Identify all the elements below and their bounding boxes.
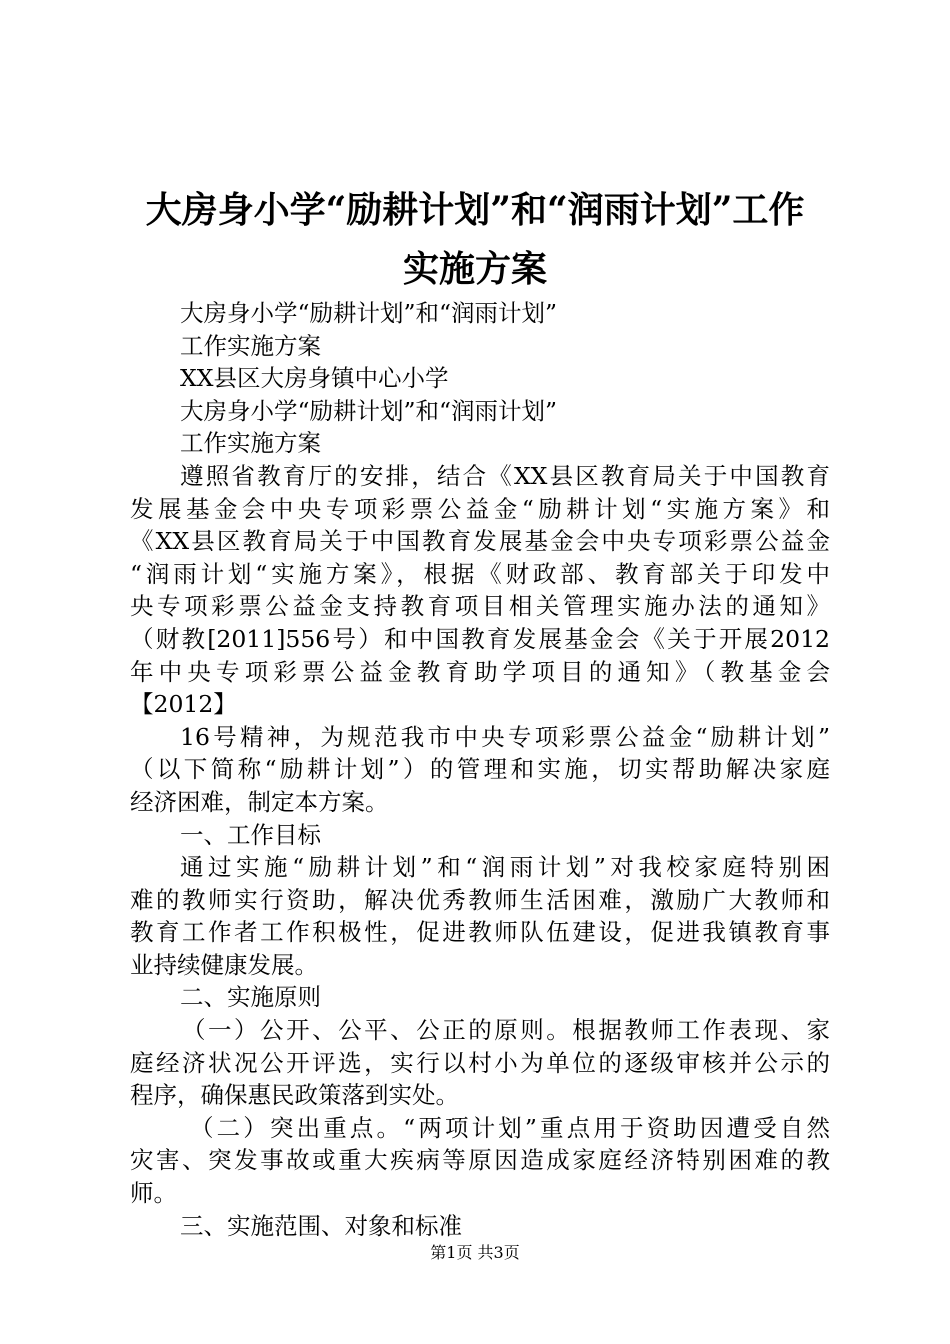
body-line: “润雨计划“实施方案》，根据《财政部、教育部关于印发中 (130, 559, 830, 588)
body-line: 通过实施“励耕计划”和“润雨计划”对我校家庭特别困 (180, 853, 830, 882)
body-line: 一、工作目标 (180, 820, 321, 849)
body-line: （二）突出重点。“两项计划”重点用于资助因遭受自然 (190, 1113, 830, 1142)
body-line: （一）公开、公平、公正的原则。根据教师工作表现、家 (182, 1016, 830, 1045)
body-line: 大房身小学“励耕计划”和“润雨计划” (180, 299, 558, 327)
body-line: （以下简称“励耕计划”）的管理和实施，切实帮助解决家庭 (130, 755, 830, 784)
body-line: 师。 (130, 1179, 177, 1208)
body-line: 年中央专项彩票公益金教育助学项目的通知》（教基金会 (130, 657, 830, 686)
body-line: 庭经济状况公开评选，实行以村小为单位的逐级审核并公示的 (130, 1048, 830, 1077)
body-line: 《XX县区教育局关于中国教育发展基金会中央专项彩票公益金 (130, 527, 830, 556)
body-line: 经济困难，制定本方案。 (130, 787, 389, 816)
body-line: 程序，确保惠民政策落到实处。 (130, 1081, 459, 1110)
document-title-line-2: 实施方案 (402, 248, 547, 290)
body-line: 难的教师实行资助，解决优秀教师生活困难，激励广大教师和 (130, 885, 830, 914)
body-line: 教育工作者工作积极性，促进教师队伍建设，促进我镇教育事 (130, 918, 830, 947)
body-line: 央专项彩票公益金支持教育项目相关管理实施办法的通知》 (130, 592, 830, 621)
page-footer: 第1页 共3页 (430, 1243, 520, 1262)
body-line: 遵照省教育厅的安排，结合《XX县区教育局关于中国教育 (180, 461, 830, 490)
body-line: 工作实施方案 (180, 331, 321, 360)
body-line: 工作实施方案 (180, 429, 321, 458)
body-line: 灾害、突发事故或重大疾病等原因造成家庭经济特别困难的教 (130, 1146, 830, 1175)
body-line: 三、实施范围、对象和标准 (180, 1211, 462, 1240)
body-line: 【2012】 (130, 690, 237, 719)
body-line: XX县区大房身镇中心小学 (180, 364, 449, 393)
body-line: 业持续健康发展。 (130, 950, 318, 979)
body-line: 发展基金会中央专项彩票公益金“励耕计划“实施方案》和 (130, 494, 830, 523)
document-body (130, 297, 830, 1242)
body-line: 二、实施原则 (180, 983, 321, 1012)
body-line: 大房身小学“励耕计划”和“润雨计划” (180, 396, 558, 425)
body-line: 16号精神，为规范我市中央专项彩票公益金“励耕计划” (180, 722, 830, 751)
body-line: （财教[2011]556号）和中国教育发展基金会《关于开展2012 (130, 624, 830, 653)
document-title-line-1: 大房身小学“励耕计划”和“润雨计划”工作 (145, 189, 805, 231)
